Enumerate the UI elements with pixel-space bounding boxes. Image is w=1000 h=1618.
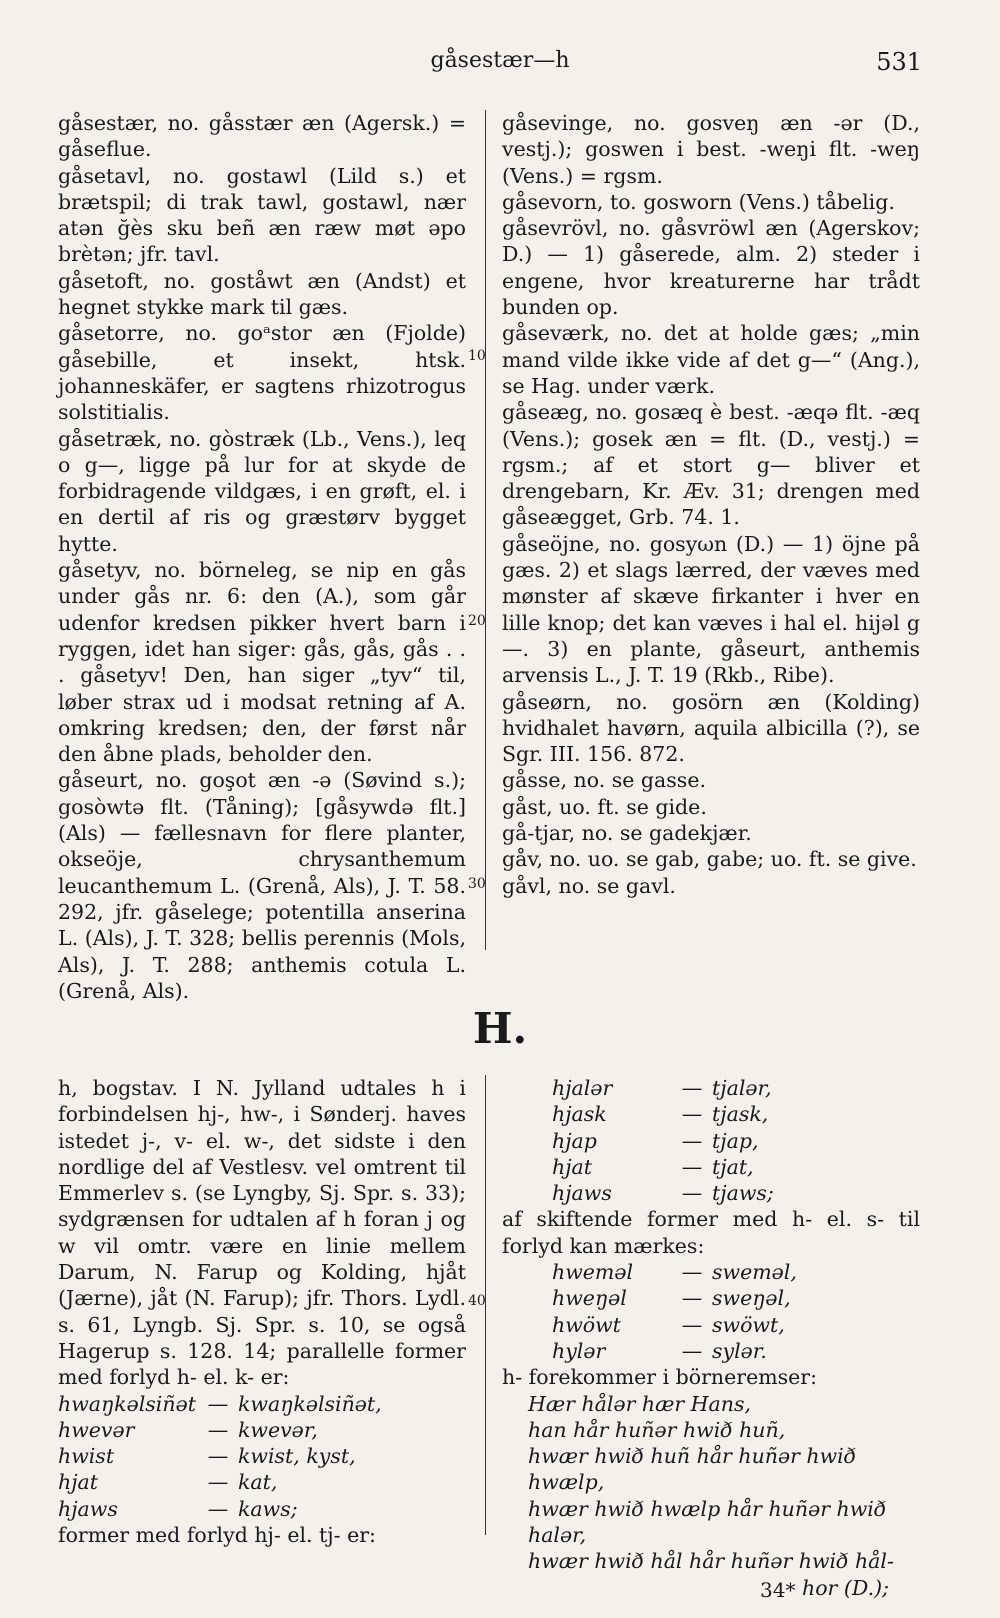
left-column-entries (58, 110, 466, 1004)
form-b: kwist, kyst, (238, 1444, 356, 1469)
form-b: tjap, (712, 1128, 759, 1153)
form-pair (502, 1180, 920, 1206)
h-outro-paragraph: former med forlyd hj- el. tj- er: (58, 1523, 376, 1548)
page-header (0, 48, 1000, 88)
dash: — (207, 1496, 229, 1521)
dash: — (681, 1260, 703, 1285)
form-a: hjask (552, 1102, 607, 1127)
form-a: hylǝr (552, 1338, 606, 1363)
form-a: hjat (552, 1154, 593, 1179)
dictionary-entry: gåsevorn, to. gosworn (Vens.) tåbelig. (502, 189, 895, 214)
dash: — (681, 1286, 703, 1311)
dictionary-entry: gå-tjar, no. se gadekjær. (502, 821, 752, 846)
form-a: hjap (552, 1128, 597, 1153)
form-a: hjaws (58, 1496, 118, 1521)
signature-mark: 34* (760, 1578, 796, 1602)
dash: — (681, 1338, 703, 1363)
dictionary-entry: gåsestær, no. gåsstær æn (Agersk.) = gåseflue. (58, 111, 466, 162)
dictionary-entry: gåseurt, no. goşot æn -ə (Søvind s.); gosòwtə flt. (Tåning); [gåsywdə flt.] (Als) — fællesnavn for flere planter, okseöje, chrysanthemum leucanthemum L. (Grenå, Als), J. T. 58. 292, jfr. gåselege; potentilla anserina L. (Als), J. T. 328; bellis perennis (Mols, Als), J. T. 288; anthemis cotula L. (Grenå, Als). (58, 768, 466, 1003)
form-pair (502, 1338, 920, 1364)
h-mid-paragraph: af skiftende former med h- el. s- til forlyd kan mærkes: (502, 1207, 920, 1258)
dictionary-entry: gåseørn, no. gosörn æn (Kolding) hvidhalet havørn, aquila albicilla (?), se Sgr. III. 156. 872. (502, 689, 920, 767)
form-pair (58, 1443, 466, 1469)
form-pair (58, 1391, 466, 1417)
dash: — (681, 1154, 703, 1179)
dictionary-entry: gåseæg, no. gosæq è best. -æqə flt. -æq (Vens.); gosek æn = flt. (D., vestj.) = rgsm.; af et stort g— bliver et drengebarn, Kr. Æv. 31; drengen med gåseægget, Grb. 74. 1. (502, 400, 920, 530)
dictionary-entry: gåseöjne, no. gosyωn (D.) — 1) öjne på gæs. 2) et slags lærred, der væves med mønster af skæve firkanter i hver en lille knop; det kan væves i hal el. hijəl g—. 3) en plante, gåseurt, anthemis arvensis L., J. T. 19 (Rkb., Ribe). (502, 531, 920, 688)
form-b: tjask, (712, 1102, 769, 1127)
dash: — (681, 1181, 703, 1206)
form-pair (502, 1075, 920, 1101)
form-b: swöwt, (712, 1312, 785, 1337)
verse-line: hor (D.); (802, 1575, 889, 1600)
line-number: 10 (468, 348, 486, 364)
dictionary-entry: gåvl, no. se gavl. (502, 873, 676, 898)
verse-line: Hær hålər hær Hans, (528, 1391, 752, 1416)
dictionary-entry: gåsse, no. se gasse. (502, 768, 706, 793)
verse-line: hwær hwið huñ hår huñər hwið hwælp, (528, 1444, 857, 1495)
form-pair (58, 1417, 466, 1443)
form-b: swemǝl, (712, 1260, 797, 1285)
form-a: hjalər (552, 1076, 613, 1100)
dictionary-entry: gåst, uo. ft. se gide. (502, 794, 707, 819)
dash: — (207, 1417, 229, 1442)
verse-line: hwær hwið hål hår huñər hwið hål- (528, 1549, 894, 1574)
form-a: hjat (58, 1470, 99, 1495)
dictionary-entry: gåsetræk, no. gòstræk (Lb., Vens.), leq o g—, ligge på lur for at skyde de forbidragende vildgæs, i en grøft, el. i en dertil af ris og græstørv bygget hytte. (58, 426, 466, 556)
h-lead-paragraph: h- forekommer i börneremser: (502, 1365, 817, 1390)
page-number: 531 (876, 48, 922, 76)
line-number: 40 (468, 1293, 486, 1309)
form-b: sweŋǝl, (712, 1286, 791, 1311)
form-b: sylǝr. (712, 1338, 767, 1363)
form-pair (58, 1496, 466, 1522)
line-number: 20 (468, 613, 486, 629)
dash: — (681, 1128, 703, 1153)
verse-line: han hår huñər hwið huñ, (528, 1417, 786, 1442)
form-a: hwist (58, 1444, 115, 1469)
form-a: hwevər (58, 1417, 135, 1442)
column-divider-top (485, 110, 486, 950)
form-pair (502, 1101, 920, 1127)
form-pair (502, 1285, 920, 1311)
left-column-h-section (58, 1075, 466, 1548)
dictionary-entry: gåsevinge, no. gosveŋ æn -ər (D., vestj.); goswen i best. -weŋi flt. -weŋ (Vens.) = rgsm. (502, 111, 920, 188)
right-column-entries (502, 110, 920, 899)
form-b: kaws; (238, 1496, 298, 1521)
dash: — (681, 1102, 703, 1127)
form-a: hwaŋkəlsiñət (58, 1391, 196, 1416)
form-pair (502, 1312, 920, 1338)
dictionary-entry: gåsetorre, no. goᵃstor æn (Fjolde) gåsebille, et insekt, htsk. johanneskäfer, er sagtens rhizotrogus solstitialis. (58, 321, 466, 425)
dash: — (207, 1391, 229, 1416)
form-b: kwaŋkəlsiñət, (238, 1391, 382, 1416)
section-heading: H. (472, 1004, 528, 1053)
form-a: hwöwt (552, 1312, 621, 1337)
running-head: gåsestær—h (430, 48, 570, 73)
form-a: hweŋǝl (552, 1286, 627, 1311)
dictionary-entry: gåsetyv, no. börneleg, se nip en gås under gås nr. 6: den (A.), som går udenfor kredsen pikker hvert barn i ryggen, idet han siger: gås, gås, gås . . . gåsetyv! Den, han siger „tyv“ til, løber strax ud i modsat retning af A. omkring kredsen; den, der først når den åbne plads, beholder den. (58, 558, 466, 767)
form-pair (58, 1469, 466, 1495)
dash: — (207, 1470, 229, 1495)
line-number: 30 (468, 876, 486, 892)
dictionary-entry: gåseværk, no. det at holde gæs; „min mand vilde ikke vide af det g—“ (Ang.), se Hag. under værk. (502, 321, 920, 398)
dictionary-entry: gåsevrövl, no. gåsvröwl æn (Agerskov; D.) — 1) gåserede, alm. 2) steder i engene, hvor kreaturerne har trådt bunden op. (502, 216, 920, 320)
right-column-h-section (502, 1075, 920, 1601)
h-intro-paragraph: h, bogstav. I N. Jylland udtales h i forbindelsen hj-, hw-, i Sønderj. haves istedet j-, v- el. w-, det sidste i den nordlige del af Vestlesv. vel omtrent til Emmerlev s. (se Lyngby, Sj. Spr. s. 33); sydgrænsen for udtalen af h foran j og w vil omtr. være en linie mellem Darum, N. Farup og Kolding, hjåt (Jærne), jåt (N. Farup); jfr. Thors. Lydl. s. 61, Lyngb. Sj. Spr. s. 10, se også Hagerup s. 128. 14; parallelle former med forlyd h- el. k- er: (58, 1076, 466, 1390)
form-b: kwevər, (238, 1417, 318, 1442)
form-b: tjalər, (712, 1076, 772, 1100)
form-pair (502, 1128, 920, 1154)
dash: — (681, 1312, 703, 1337)
form-b: tjat, (712, 1154, 754, 1179)
verse-line: hwær hwið hwælp hår huñər hwið halər, (528, 1496, 887, 1548)
dictionary-entry: gåsetoft, no. goståwt æn (Andst) et hegnet stykke mark til gæs. (58, 268, 466, 320)
dash: — (207, 1444, 229, 1469)
form-pair (502, 1259, 920, 1285)
form-a: hwemǝl (552, 1260, 634, 1285)
form-b: kat, (238, 1470, 278, 1495)
dictionary-entry: gåv, no. uo. se gab, gabe; uo. ft. se give. (502, 847, 917, 872)
dictionary-entry: gåsetavl, no. gostawl (Lild s.) et brætspil; di trak tawl, gostawl, nær atən ğès sku beñ æn ræw møt əpo brètən; jfr. tavl. (58, 163, 466, 267)
form-b: tjaws; (712, 1181, 774, 1206)
form-a: hjaws (552, 1181, 612, 1206)
dash: — (681, 1076, 703, 1100)
form-pair (502, 1154, 920, 1180)
